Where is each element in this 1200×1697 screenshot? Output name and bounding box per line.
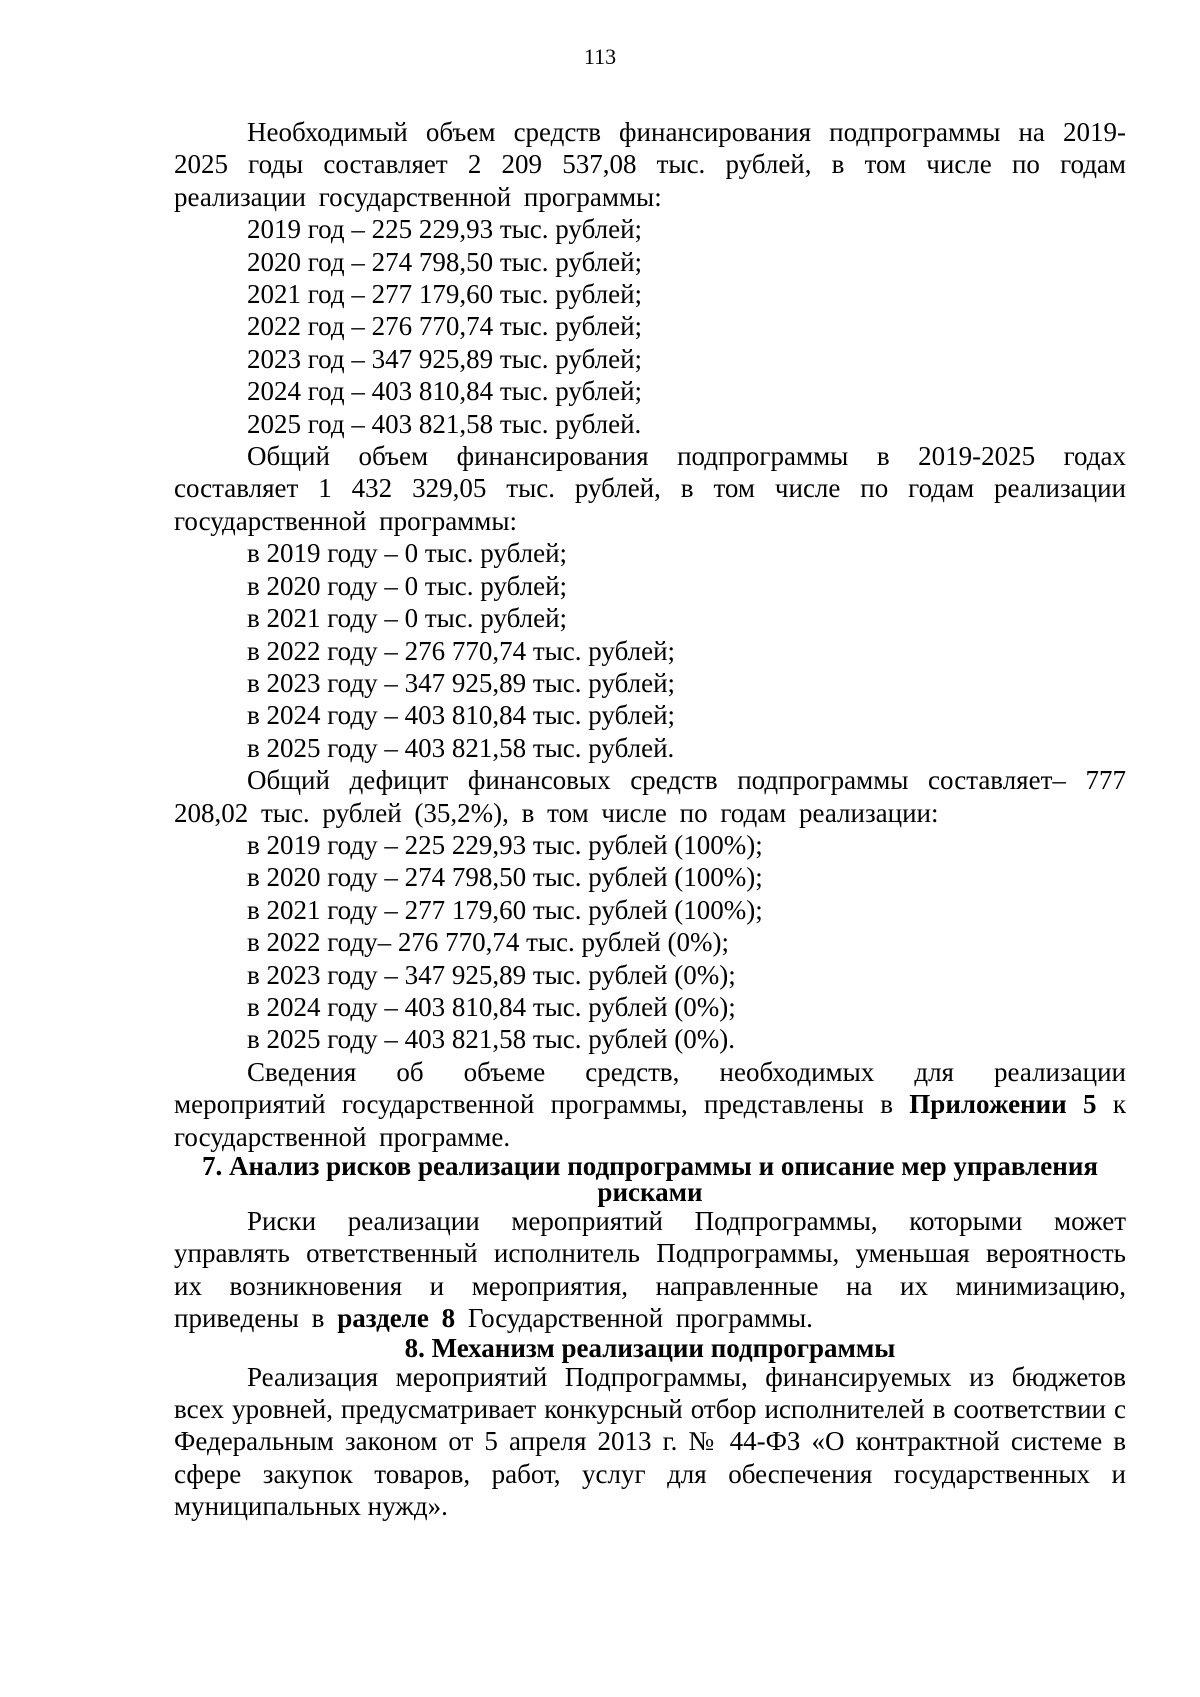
list-item: в 2021 году – 0 тыс. рублей;	[247, 603, 568, 634]
funding-need-paragraph: Необходимый объем средств финансирования подпрограммы на 2019-2025 годы составляет 2 209 537,08 тыс. рублей, в том числе по годам реализации государственной программы:	[174, 117, 1126, 212]
list-item: 2024 год – 403 810,84 тыс. рублей;	[247, 376, 643, 407]
list-item: 2021 год – 277 179,60 тыс. рублей;	[247, 279, 643, 310]
appendix-reference: Приложении 5	[909, 1089, 1097, 1120]
list-item: в 2022 году – 276 770,74 тыс. рублей;	[247, 635, 676, 666]
list-item: в 2020 году – 274 798,50 тыс. рублей (100%);	[247, 862, 763, 893]
list-item: 2019 год – 225 229,93 тыс. рублей;	[247, 214, 643, 245]
section-7-heading: 7. Анализ рисков реализации подпрограммы и описание мер управления рисками	[202, 1151, 1098, 1207]
list-item: в 2025 году – 403 821,58 тыс. рублей.	[247, 732, 675, 763]
list-item: в 2025 году – 403 821,58 тыс. рублей (0%).	[247, 1024, 736, 1055]
total-funding-paragraph: Общий объем финансирования подпрограммы в 2019-2025 годах составляет 1 432 329,05 тыс. рублей, в том числе по годам реализации государственной программы:	[174, 441, 1126, 536]
appendix-text-after: к государственной программе.	[174, 1089, 1126, 1152]
list-item: в 2023 году – 347 925,89 тыс. рублей (0%);	[247, 959, 736, 990]
section-reference: разделе 8	[337, 1303, 456, 1334]
list-item: 2020 год – 274 798,50 тыс. рублей;	[247, 246, 643, 277]
risks-paragraph	[174, 1205, 1126, 1335]
list-item: в 2020 году – 0 тыс. рублей;	[247, 570, 568, 601]
list-item: в 2019 году – 225 229,93 тыс. рублей (100%);	[247, 829, 763, 860]
section-8-heading: 8. Механизм реализации подпрограммы	[404, 1332, 896, 1363]
list-item: в 2019 году – 0 тыс. рублей;	[247, 538, 568, 569]
mechanism-paragraph: Реализация мероприятий Подпрограммы, финансируемых из бюджетов всех уровней, предусматривает конкурсный отбор исполнителей в соответствии с Федеральным законом от 5 апреля 2013 г. № 44-ФЗ «О контрактной системе в сфере закупок товаров, работ, услуг для обеспечения государственных и муниципальных нужд».	[174, 1361, 1126, 1522]
list-item: 2023 год – 347 925,89 тыс. рублей;	[247, 343, 643, 374]
list-item: 2025 год – 403 821,58 тыс. рублей.	[247, 408, 642, 439]
page-number: 113	[583, 44, 617, 69]
list-item: в 2021 году – 277 179,60 тыс. рублей (100%);	[247, 894, 763, 925]
appendix-reference-paragraph	[174, 1056, 1126, 1153]
document-body	[174, 116, 1126, 1523]
list-item: в 2024 году – 403 810,84 тыс. рублей (0%);	[247, 991, 736, 1022]
list-item: 2022 год – 276 770,74 тыс. рублей;	[247, 311, 643, 342]
risks-text-before: Риски реализации мероприятий Подпрограммы, которыми может управлять ответственный исполнитель Подпрограммы, уменьшая вероятность их возникновения и мероприятия, направленные на их минимизацию, приведены в	[174, 1206, 1126, 1334]
appendix-text-before: Сведения об объеме средств, необходимых для реализации мероприятий государственной программы, представлены в	[174, 1056, 1126, 1120]
list-item: в 2024 году – 403 810,84 тыс. рублей;	[247, 700, 676, 731]
risks-text-after: Государственной программы.	[467, 1303, 813, 1334]
list-item: в 2023 году – 347 925,89 тыс. рублей;	[247, 667, 676, 698]
deficit-paragraph: Общий дефицит финансовых средств подпрограммы составляет– 777 208,02 тыс. рублей (35,2%), в том числе по годам реализации:	[174, 765, 1126, 828]
list-item: в 2022 году– 276 770,74 тыс. рублей (0%);	[247, 927, 730, 958]
